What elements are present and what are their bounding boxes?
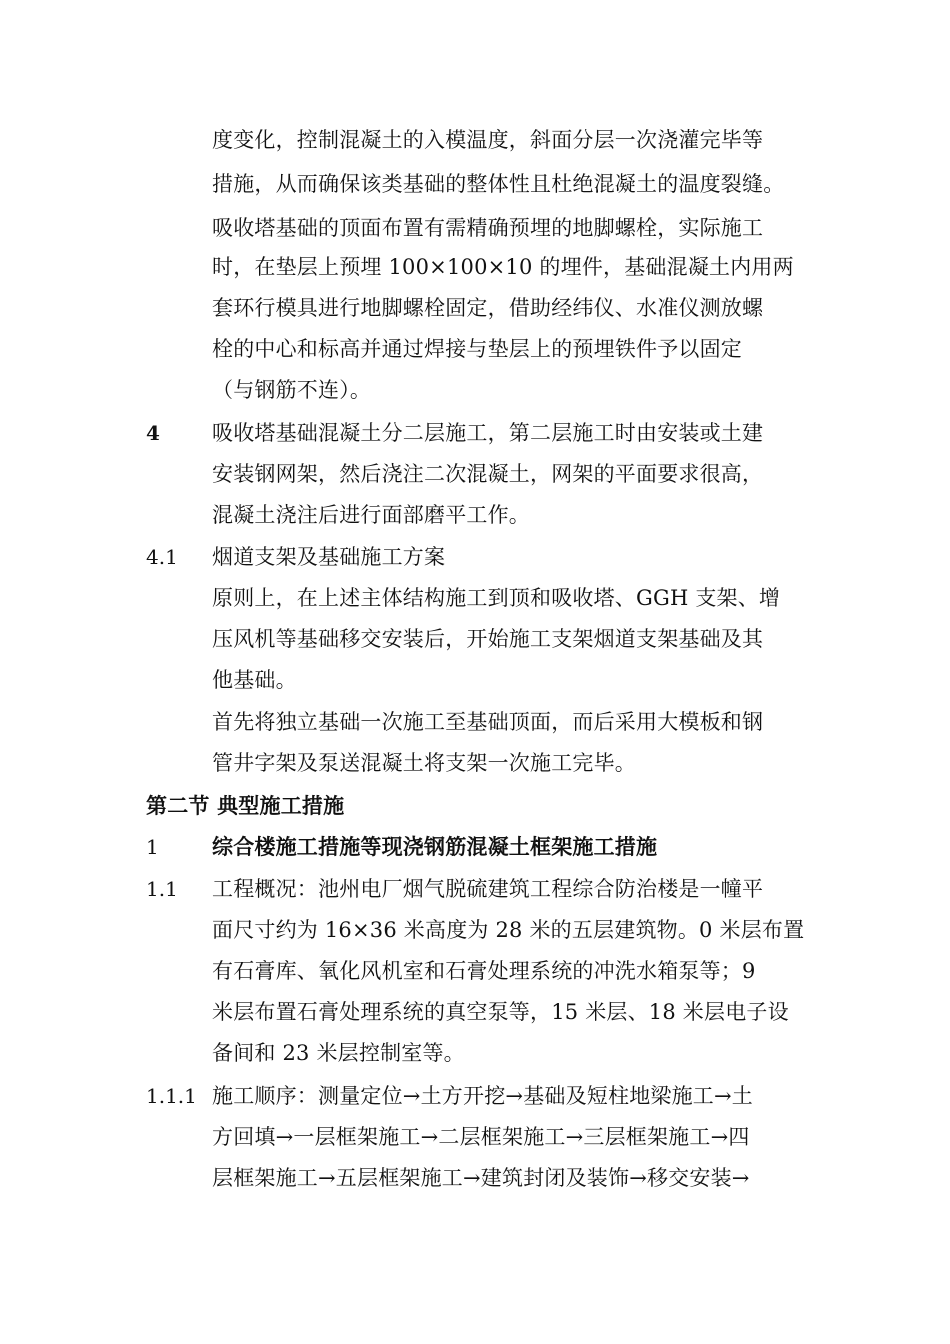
body-line: 时，在垫层上预埋 100×100×10 的埋件，基础混凝土内用两 [212, 255, 794, 279]
body-line: 首先将独立基础一次施工至基础顶面，而后采用大模板和钢 [212, 710, 764, 734]
body-line: 施工顺序：测量定位→土方开挖→基础及短柱地梁施工→土 [212, 1084, 753, 1108]
body-line: 安装钢网架，然后浇注二次混凝土，网架的平面要求很高， [212, 462, 764, 486]
item-title: 综合楼施工措施等现浇钢筋混凝土框架施工措施 [212, 834, 658, 859]
body-line: 措施，从而确保该类基础的整体性且杜绝混凝土的温度裂缝。 [212, 172, 785, 196]
body-line: 混凝土浇注后进行面部磨平工作。 [212, 503, 530, 527]
item-number: 1.1.1 [146, 1084, 197, 1108]
body-line: 栓的中心和标高并通过焊接与垫层上的预埋铁件予以固定 [212, 337, 742, 361]
item-number: 4 [146, 421, 160, 445]
body-line: 备间和 23 米层控制室等。 [212, 1041, 465, 1065]
item-number: 1.1 [146, 877, 178, 901]
item-number: 4.1 [146, 545, 178, 569]
body-line: 度变化，控制混凝土的入模温度，斜面分层一次浇灌完毕等 [212, 128, 764, 152]
body-line: 他基础。 [212, 668, 297, 692]
body-line: 吸收塔基础的顶面布置有需精确预埋的地脚螺栓，实际施工 [212, 216, 764, 240]
body-line: 套环行模具进行地脚螺栓固定，借助经纬仪、水准仪测放螺 [212, 296, 764, 320]
body-line: 吸收塔基础混凝土分二层施工，第二层施工时由安装或土建 [212, 421, 764, 445]
body-line: 方回填→一层框架施工→二层框架施工→三层框架施工→四 [212, 1125, 750, 1149]
body-line: （与钢筋不连）。 [212, 378, 372, 402]
body-line: 工程概况：池州电厂烟气脱硫建筑工程综合防治楼是一幢平 [212, 877, 764, 901]
body-line: 层框架施工→五层框架施工→建筑封闭及装饰→移交安装→ [212, 1166, 750, 1190]
body-line: 压风机等基础移交安装后，开始施工支架烟道支架基础及其 [212, 627, 764, 651]
section-heading: 第二节 典型施工措施 [146, 793, 345, 818]
body-line: 有石膏库、氧化风机室和石膏处理系统的冲洗水箱泵等；9 [212, 959, 756, 983]
body-line: 面尺寸约为 16×36 米高度为 28 米的五层建筑物。0 米层布置 [212, 918, 805, 942]
item-number: 1 [146, 835, 159, 859]
body-line: 管井字架及泵送混凝土将支架一次施工完毕。 [212, 751, 636, 775]
body-line: 原则上，在上述主体结构施工到顶和吸收塔、GGH 支架、增 [212, 586, 781, 610]
item-title: 烟道支架及基础施工方案 [212, 545, 446, 569]
body-line: 米层布置石膏处理系统的真空泵等，15 米层、18 米层电子设 [212, 1000, 789, 1024]
